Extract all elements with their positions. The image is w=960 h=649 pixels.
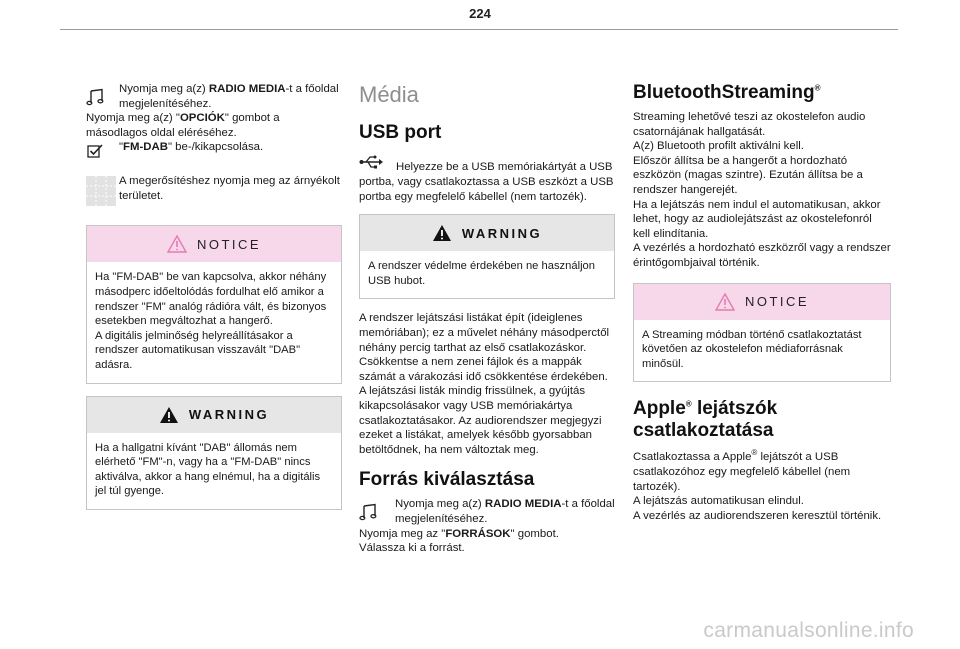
music-note-icon [86,82,116,111]
warning-triangle-icon [159,406,179,424]
radio-media-label: RADIO MEDIA [208,83,286,95]
bluetooth-text: Streaming lehetővé teszi az okostelefon audio csatornájának hallgatását. A(z) Bluetooth profilt aktiválni kell. Először állítsa be a hangerőt a hordozható eszközön (magas szintre). Ezután állítsa be a rendszer hangerejét. Ha a lejátszás nem indul el automatikusan, akkor lehet, hogy az audiolejátszást az okostelefonról kell elindítania. A vezérlés a hordozható eszközről vagy a rendszer érintőgombjaival történik. [633,111,891,269]
usb-text: Helyezze be a USB memóriakártyát a USB portba, vagy csatlakoztassa a USB eszközt a USB portba egy megfelelő kábellel (nem tartozék). [359,161,614,203]
warning-triangle-icon [432,224,452,242]
column-3 [633,82,891,523]
music-note-icon [359,497,389,526]
warning-title: WARNING [188,407,270,423]
page-number: 224 [469,6,491,21]
step-text: Nyomja meg a(z) [119,83,209,95]
confirm-step [86,174,342,211]
notice-box [86,225,342,383]
warning-body: A rendszer védelme érdekében ne használjon USB hubot. [368,260,596,287]
fm-dab-label: FM-DAB [123,141,168,154]
warning-box [86,396,342,510]
notice-body: A Streaming módban történő csatlakoztatást követően az okostelefon médiaforrásnak minősül. [642,328,862,370]
bluetooth-heading: BluetoothStreaming® [633,82,821,103]
sources-label: FORRÁSOK [445,527,511,540]
notice-header [87,226,341,262]
step-text: -t a főoldal megjelenítéséhez. [119,83,339,110]
checkbox-icon [86,140,116,164]
warning-title: WARNING [461,225,543,241]
notice-box [633,283,891,383]
warning-triangle-icon [715,293,735,311]
warning-header [87,397,341,433]
apple-heading: Apple® lejátszók csatlakoztatása [633,398,778,442]
warning-body: Ha a hallgatni kívánt "DAB" állomás nem elérhető "FM"-n, vagy ha a "FM-DAB" nincs aktiválva, akkor a hang elnémul, ha a digitális jel túl gyenge. [95,441,321,498]
options-step: Nyomja meg a(z) "OPCIÓK" gombot a másodlagos oldal eléréséhez. [86,112,280,139]
shaded-area-icon [86,174,116,211]
warning-triangle-icon [167,235,187,253]
sources-step: Nyomja meg az "FORRÁSOK" gombot. Válassza ki a forrást. [359,527,559,555]
usb-heading: USB port [359,122,442,143]
column-1 [86,82,342,510]
notice-header [634,284,890,320]
fm-dab-step: "FM-DAB" be-/kikapcsolása. [86,140,342,164]
notice-title: NOTICE [744,294,810,310]
source-heading: Forrás kiválasztása [359,469,535,491]
warning-header [360,215,614,251]
watermark: carmanualsonline.info [703,619,914,642]
options-label: OPCIÓK [179,112,225,125]
radio-media-label: RADIO MEDIA [484,498,562,511]
source-step: Nyomja meg a(z) RADIO MEDIA-t a főoldal megjelenítéséhez. [359,497,615,526]
notice-title: NOTICE [196,236,262,252]
notice-body: Ha "FM-DAB" be van kapcsolva, akkor néhány másodperc időeltolódás fordulhat elő amikor a rendszer "FM" analóg rádióra vált, és bizonyos esetekben megváltozhat a hangerő. A digitális jelminőség helyreállításakor a rendszer automatikusan visszavált "DAB" adásra. [95,271,327,371]
section-title: Média [359,82,419,107]
column-2 [359,82,615,556]
confirm-text: A megerősítéshez nyomja meg az árnyékolt területet. [119,175,340,202]
apple-text: Csatlakoztassa a Apple® lejátszót a USB csatlakozóhoz egy megfelelő kábellel (nem tartozék). A lejátszás automatikusan elindul. A vezérlés az audiorendszeren keresztül történik. [633,448,882,522]
warning-box [359,214,615,299]
radio-media-step [86,82,342,111]
playlist-text: A rendszer lejátszási listákat épít (ideiglenes memóriában); ez a művelet néhány másodperctől néhány percig tarthat az első csatlakozáskor. Csökkentse a nem zenei fájlok és a mappák számát a várakozási idő csökkentése érdekében. A lejátszási listák mindig frissülnek, a gyújtás kikapcsolásakor vagy USB memóriakártya csatlakoztatásakor. Az audiorendszer megjegyzi ezeket a listákat, amelyek később gyorsabban betöltődnek, ha nem változtak meg. [359,312,610,456]
header-rule [60,29,898,30]
usb-icon [359,150,389,175]
